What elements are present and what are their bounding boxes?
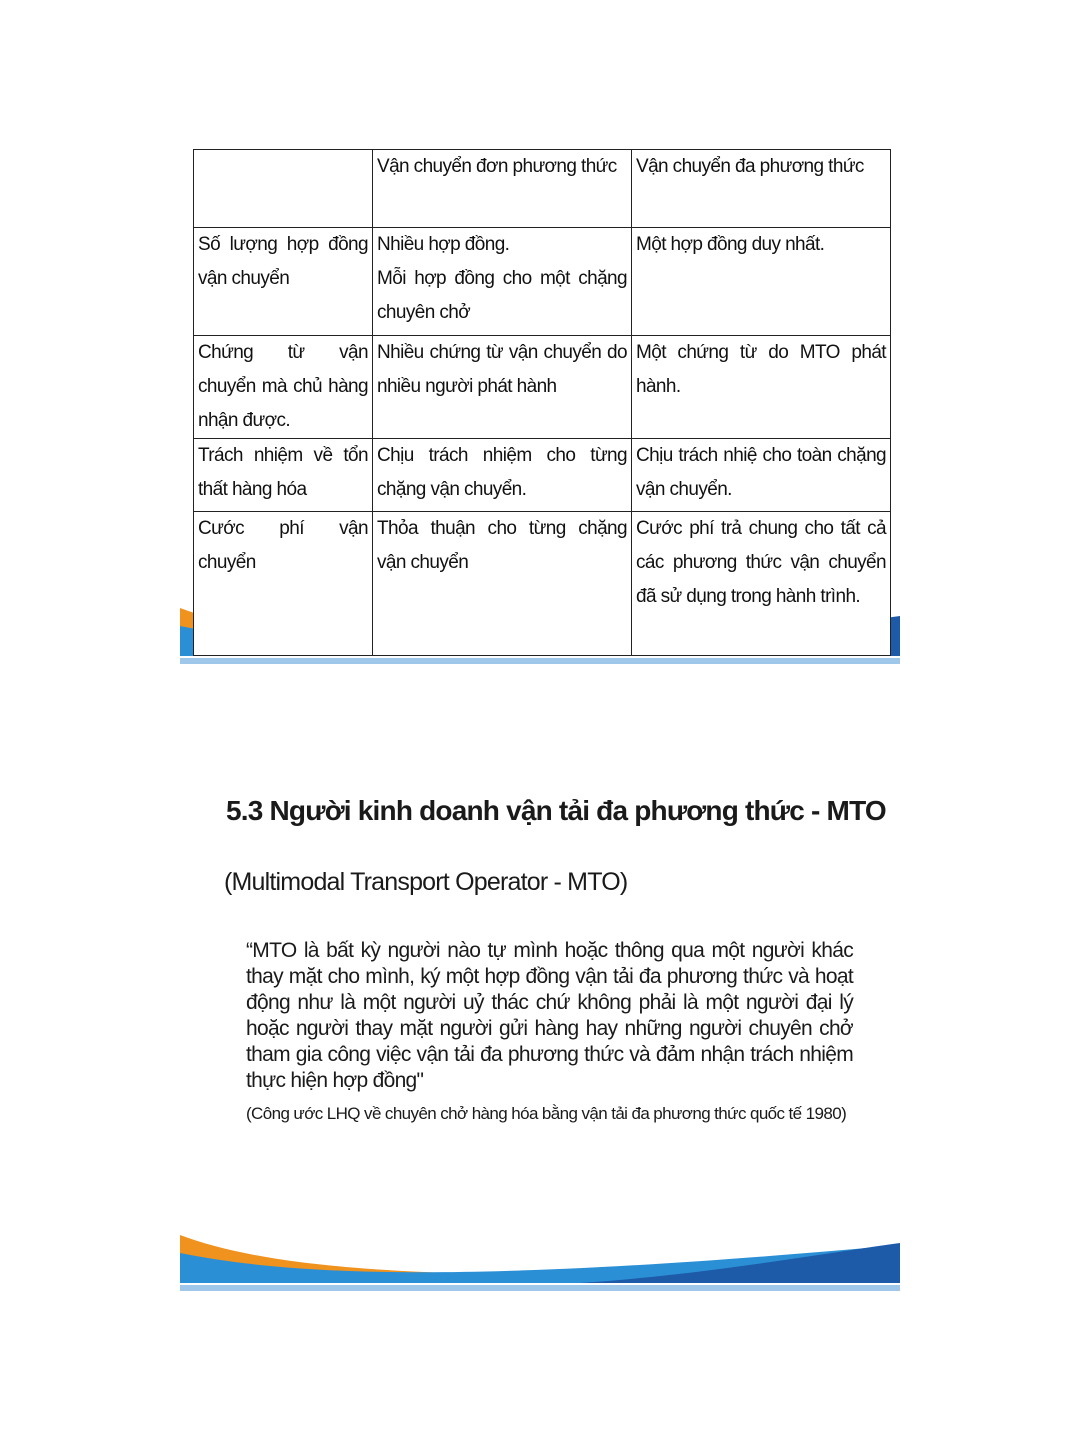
row-multi-mode: Một hợp đồng duy nhất. bbox=[632, 228, 891, 336]
table-row bbox=[194, 439, 891, 512]
header-cell-single-mode: Vận chuyển đơn phương thức bbox=[373, 150, 632, 228]
row-single-mode: Chịu trách nhiệm cho từng chặng vận chuyển. bbox=[373, 439, 632, 512]
row-single-mode-line: Mỗi hợp đồng cho một chặng chuyên chở bbox=[377, 268, 627, 323]
table-row bbox=[194, 336, 891, 439]
row-single-mode-line: Nhiều hợp đồng. bbox=[377, 234, 510, 255]
header-cell-empty bbox=[194, 150, 373, 228]
row-single-mode: Thỏa thuận cho từng chặng vận chuyển bbox=[373, 512, 632, 656]
comparison-table bbox=[193, 149, 891, 656]
definition-quote: “MTO là bất kỳ người nào tự mình hoặc thông qua một người khác thay mặt cho mình, ký một hợp đồng vận tải đa phương thức và hoạt động như là một người uỷ thác chứ không phải là một người đại lý hoặc người thay mặt người gửi hàng hay những người chuyên chở tham gia công việc vận tải đa phương thức và đảm nhận trách nhiệm thực hiện hợp đồng" bbox=[246, 939, 853, 1092]
quote-source: (Công ước LHQ về chuyên chở hàng hóa bằng vận tải đa phương thức quốc tế 1980) bbox=[246, 1104, 847, 1123]
row-criterion: Cước phí vận chuyển bbox=[194, 512, 373, 656]
row-multi-mode: Chịu trách nhiệ cho toàn chặng vận chuyển. bbox=[632, 439, 891, 512]
row-single-mode: Nhiều chứng từ vận chuyển do nhiều người phát hành bbox=[373, 336, 632, 439]
slide-footer-wave bbox=[180, 1235, 900, 1305]
row-single-mode bbox=[373, 228, 632, 336]
section-subheading: (Multimodal Transport Operator - MTO) bbox=[224, 868, 628, 896]
header-cell-multi-mode: Vận chuyển đa phương thức bbox=[632, 150, 891, 228]
row-multi-mode: Cước phí trả chung cho tất cả các phương thức vận chuyển đã sử dụng trong hành trình. bbox=[632, 512, 891, 656]
table-row bbox=[194, 228, 891, 336]
table-header-row bbox=[194, 150, 891, 228]
row-criterion: Số lượng hợp đồng vận chuyển bbox=[194, 228, 373, 336]
table-row bbox=[194, 512, 891, 656]
row-criterion: Trách nhiệm về tổn thất hàng hóa bbox=[194, 439, 373, 512]
section-heading: 5.3 Người kinh doanh vận tải đa phương thức - MTO bbox=[226, 795, 886, 826]
row-multi-mode: Một chứng từ do MTO phát hành. bbox=[632, 336, 891, 439]
row-criterion: Chứng từ vận chuyển mà chủ hàng nhận được. bbox=[194, 336, 373, 439]
